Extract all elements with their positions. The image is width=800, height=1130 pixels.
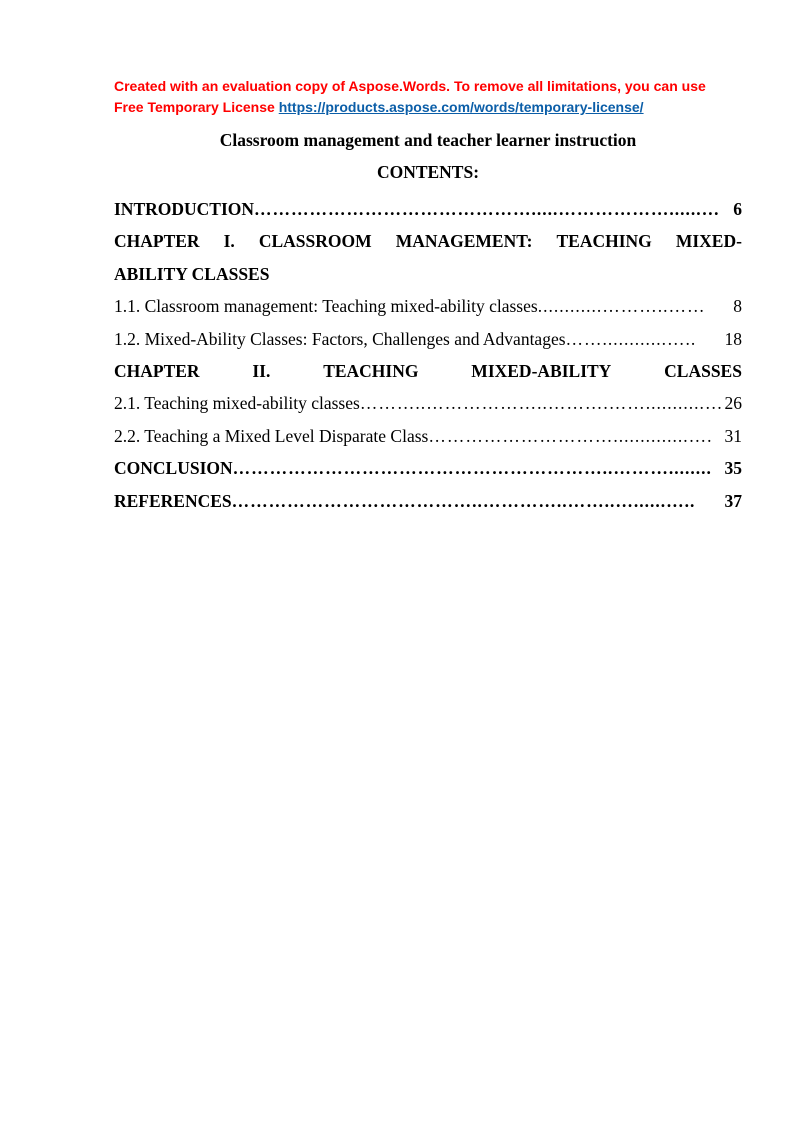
toc-leader-dots: ……............….. [565,328,697,349]
document-title: Classroom management and teacher learner instruction [219,130,637,150]
toc-entry-section-2-2[interactable] [114,420,742,452]
toc-word: TEACHING [556,231,652,252]
toc-leader-dots: …………………………………..…………..……..…......….. [231,490,696,511]
table-of-contents [114,193,742,517]
evaluation-notice-line1: Created with an evaluation copy of Aspose.Words. To remove all limitations, you can use [114,78,706,94]
toc-page-number: 18 [724,328,742,349]
toc-page-number: 8 [733,296,742,317]
toc-entry-title: CONCLUSION [114,458,233,479]
toc-chapter-2[interactable] [114,355,742,387]
toc-word: CLASSES [664,360,742,381]
toc-entry-title: 1.2. Mixed-Ability Classes: Factors, Challenges and Advantages [114,328,566,349]
evaluation-notice-line2: Free Temporary License [114,99,279,115]
toc-chapter-1-line1[interactable] [114,225,742,257]
toc-entry-references[interactable] [114,485,742,517]
toc-leader-dots: ............………..…… [537,296,706,317]
toc-chapter-1-line2[interactable]: ABILITY CLASSES [114,263,270,284]
toc-leader-dots: …………………………..............…. [428,425,713,446]
toc-entry-title: 2.1. Teaching mixed-ability classes [114,393,360,414]
toc-entry-conclusion[interactable] [114,452,742,484]
toc-entry-section-1-1[interactable] [114,290,742,322]
toc-page-number: 35 [724,458,742,479]
toc-word: MIXED-ABILITY [471,360,612,381]
toc-leader-dots: ………..………………..……….……...........… [359,393,724,414]
temporary-license-link[interactable]: https://products.aspose.com/words/temporary-license/ [278,99,644,115]
toc-page-number: 31 [724,425,742,446]
toc-word: I. [223,231,235,252]
toc-leader-dots: ……………………………………………………..………........ [232,458,712,479]
toc-word: CHAPTER [114,231,200,252]
toc-word: MANAGEMENT: [395,231,533,252]
evaluation-notice [114,76,754,118]
toc-word: CHAPTER [114,360,200,381]
toc-word: II. [252,360,271,381]
contents-heading: CONTENTS: [376,162,480,182]
toc-entry-section-2-1[interactable] [114,387,742,419]
toc-word: TEACHING [323,360,419,381]
toc-page-number: 6 [733,199,742,219]
toc-entry-title: REFERENCES [114,490,232,511]
toc-page-number: 26 [724,393,742,414]
toc-entry-title: 2.2. Teaching a Mixed Level Disparate Class [114,425,429,446]
toc-leader-dots: ……………………………………….....………………......… [254,199,721,219]
toc-page-number: 37 [724,490,742,511]
toc-entry-section-1-2[interactable] [114,323,742,355]
toc-entry-title: 1.1. Classroom management: Teaching mixed-ability classes [114,296,538,317]
toc-word: MIXED- [675,231,742,252]
toc-entry-title: INTRODUCTION [114,199,255,219]
toc-word: CLASSROOM [258,231,372,252]
toc-entry-introduction[interactable] [114,193,742,225]
